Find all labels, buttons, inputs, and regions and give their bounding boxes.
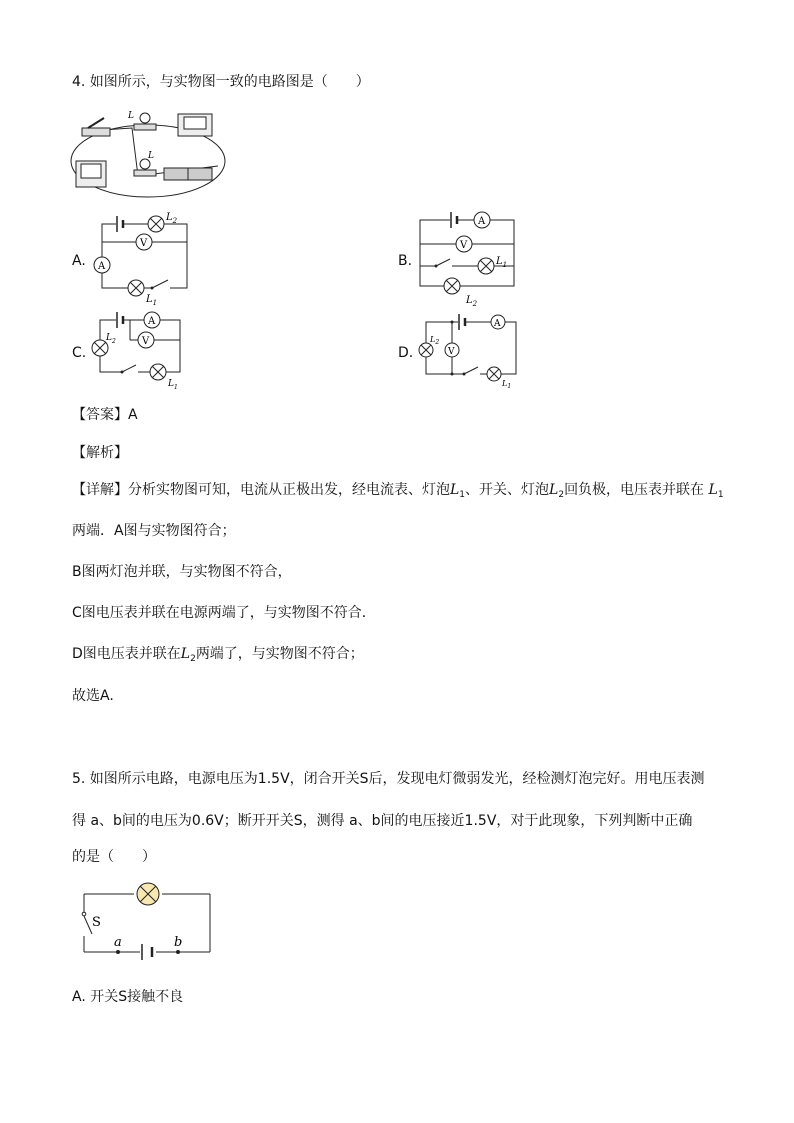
- svg-text:L: L: [128, 111, 134, 121]
- q5-circuit: [72, 880, 222, 962]
- q4-option-a-label: A.: [72, 253, 86, 269]
- switch-icon: [84, 916, 92, 934]
- svg-text:L1: $L_1$: [502, 379, 512, 390]
- q4-answer: 【答案】A: [72, 407, 138, 423]
- q5-stem-line1: 5. 如图所示电路，电源电压为1.5V，闭合开关S后，发现电灯微弱发光，经检测灯泡完好。用电压表测: [72, 771, 705, 787]
- svg-text:L2: $L_2$: [106, 333, 116, 345]
- q4-option-d-circuit: [414, 310, 524, 390]
- q4-option-a-circuit: [90, 210, 200, 306]
- svg-text:L2: $L_2$: [430, 335, 440, 346]
- svg-text:L2: $L_2$: [466, 295, 478, 308]
- q5-option-a: A. 开关S接触不良: [72, 989, 184, 1005]
- q4-line-d: D图电压表并联在$L_2$两端了，与实物图不符合；: [72, 646, 364, 664]
- q4-analysis-title: 【解析】: [72, 445, 128, 461]
- svg-text:a: a: [114, 935, 122, 950]
- q5-stem-line3: 的是（ ）: [72, 849, 156, 865]
- q4-option-b-label: B.: [398, 253, 413, 269]
- q4-stem: 4. 如图所示，与实物图一致的电路图是（ ）: [72, 74, 370, 90]
- q4-physical-picture: [68, 106, 228, 202]
- svg-text:b: b: [174, 935, 183, 950]
- q4-detail-line1: 【详解】分析实物图可知，电流从正极出发，经电流表、灯泡$L_1$、开关、灯泡$L_2$回负极，电压表并联在 $L_1$: [72, 482, 724, 500]
- ammeter-label: A: [98, 261, 106, 272]
- svg-text:S: S: [92, 915, 101, 930]
- voltmeter-label: V: [140, 238, 148, 249]
- q4-line-b: B图两灯泡并联，与实物图不符合，: [72, 564, 292, 580]
- svg-text:A: A: [478, 216, 486, 227]
- svg-text:V: V: [448, 347, 455, 357]
- svg-text:V: V: [142, 336, 150, 347]
- q4-line-c: C图电压表并联在电源两端了，与实物图不符合．: [72, 605, 376, 621]
- q4-option-c-label: C.: [72, 345, 87, 361]
- q5-stem-line2: 得 a、b间的电压为0.6V；断开开关S，测得 a、b间的电压接近1.5V，对于此现象，下列判断中正确: [72, 813, 693, 829]
- svg-text:L1: $L_1$: [496, 256, 508, 269]
- svg-text:L1: $L_1$: [168, 379, 178, 391]
- lamp-l2-label: $L_2$: [166, 212, 178, 225]
- svg-text:L: L: [148, 151, 154, 161]
- q4-option-c-circuit: [88, 308, 198, 394]
- svg-text:V: V: [460, 240, 468, 251]
- q4-detail-line2: 两端．A图与实物图符合；: [72, 523, 236, 539]
- q4-option-d-label: D.: [398, 345, 414, 361]
- q4-option-b-circuit: [410, 208, 525, 308]
- q4-conclusion: 故选A.: [72, 688, 114, 704]
- svg-text:A: A: [148, 316, 156, 327]
- lamp-l1-label: $L_1$: [146, 294, 158, 306]
- svg-text:A: A: [494, 319, 501, 329]
